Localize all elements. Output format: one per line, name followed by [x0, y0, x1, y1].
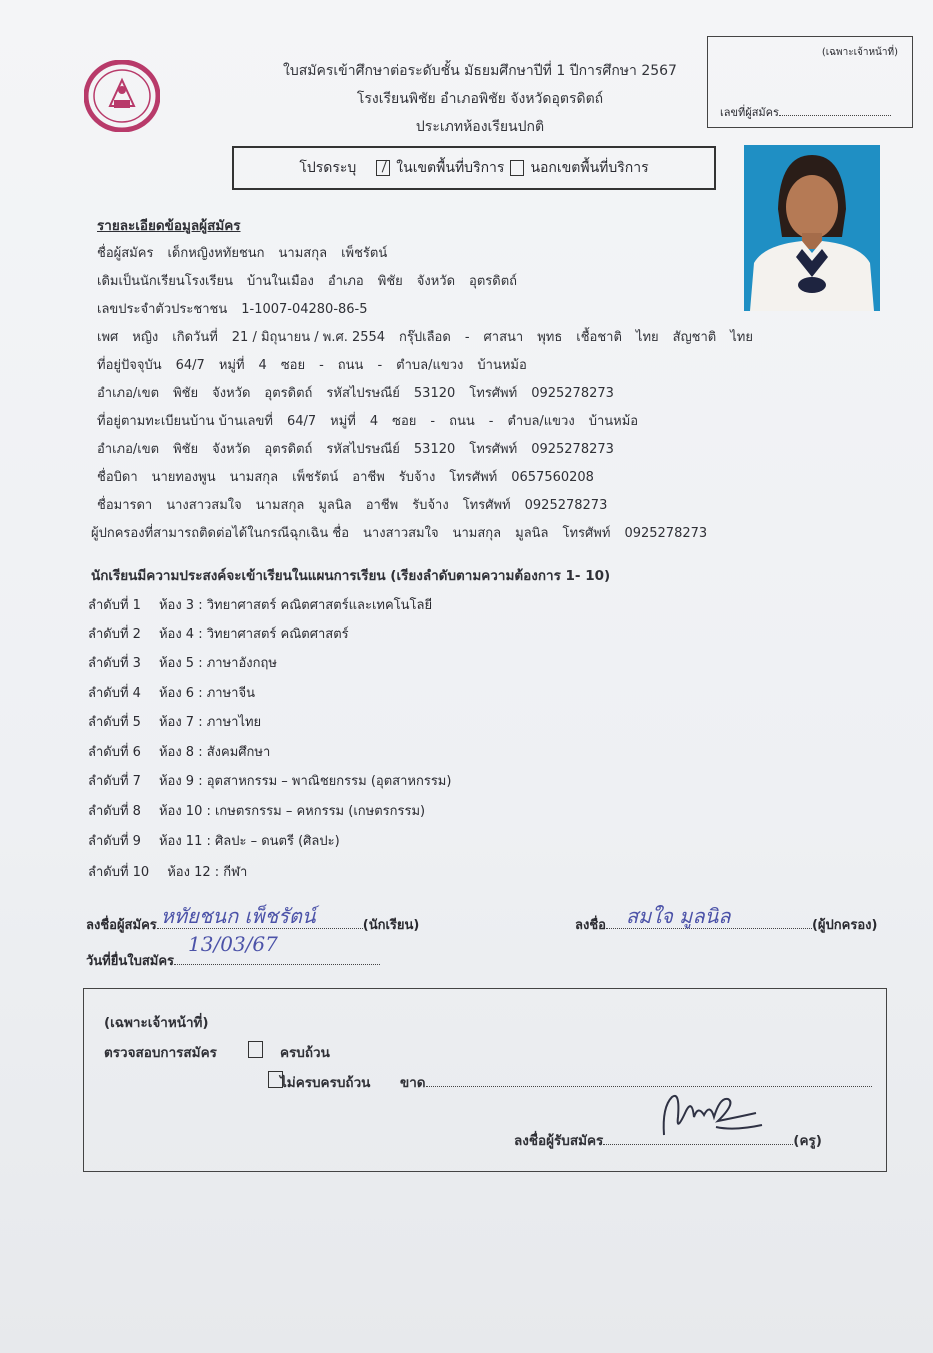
guardian-label: ผู้ปกครองที่สามารถติดต่อได้ในกรณีฉุกเฉิน ชื่อ	[91, 526, 350, 541]
cur-tambon-label: ตำบล/แขวง	[396, 358, 464, 373]
applicant-number-label: เลขที่ผู้สมัคร	[720, 106, 779, 119]
choice-item	[88, 800, 425, 821]
choice-item	[88, 741, 270, 762]
choice-rank: ลำดับที่ 6	[88, 745, 141, 760]
reg-moo-value: 4	[369, 414, 379, 429]
choice-rank: ลำดับที่ 2	[88, 627, 141, 642]
prev-province-label: จังหวัด	[416, 274, 456, 289]
prev-province-value: อุตรดิตถ์	[469, 274, 518, 289]
cur-district-label: อำเภอ/เขต	[97, 386, 160, 401]
surname-value: เพ็ชรัตน์	[341, 246, 388, 261]
row-prev-school	[97, 270, 517, 291]
father-surname: เพ็ชรัตน์	[292, 470, 339, 485]
religion-value: พุทธ	[537, 330, 563, 345]
receiver-signature-mark	[658, 1087, 768, 1141]
religion-label: ศาสนา	[483, 330, 524, 345]
reg-province-label: จังหวัด	[212, 442, 251, 457]
reg-addr-no: 64/7	[286, 414, 317, 429]
complete-label: ครบถ้วน	[280, 1045, 330, 1061]
choice-item	[88, 770, 451, 791]
reg-tambon-value: บ้านหม้อ	[588, 414, 639, 429]
choice-room: ห้อง 7 : ภาษาไทย	[158, 715, 262, 730]
choice-room: ห้อง 8 : สังคมศึกษา	[158, 745, 271, 760]
complete-checkbox[interactable]	[248, 1041, 263, 1058]
choice-item	[88, 623, 349, 644]
race-value: ไทย	[635, 330, 659, 345]
reg-district-value: พิชัย	[173, 442, 199, 457]
reg-addr-label: ที่อยู่ตามทะเบียนบ้าน บ้านเลขที่	[97, 414, 273, 429]
choice-item	[88, 861, 247, 882]
guardian-phone-label: โทรศัพท์	[562, 526, 611, 541]
name-label: ชื่อผู้สมัคร	[97, 246, 154, 261]
cur-addr-label: ที่อยู่ปัจจุบัน	[97, 358, 162, 373]
missing-field	[400, 1071, 872, 1093]
choice-rank: ลำดับที่ 4	[88, 686, 141, 701]
cur-soi-value: -	[319, 358, 324, 373]
father-surname-label: นามสกุล	[229, 470, 279, 485]
cur-road-label: ถนน	[337, 358, 364, 373]
choice-room: ห้อง 11 : ศิลปะ – ดนตรี (ศิลปะ)	[158, 834, 340, 849]
applicant-signature: หทัยชนก เพ็ชรัตน์	[160, 904, 316, 928]
mother-job: รับจ้าง	[412, 498, 449, 513]
mother-phone: 0925278273	[524, 498, 608, 513]
receiver-suffix: (ครู)	[793, 1133, 822, 1149]
choice-item	[88, 830, 340, 851]
row-name	[97, 242, 387, 263]
row-father	[97, 466, 594, 487]
guardian-phone: 0925278273	[624, 526, 708, 541]
surname-label: นามสกุล	[278, 246, 328, 261]
blood-value: -	[464, 330, 470, 345]
class-type: ประเภทห้องเรียนปกติ	[415, 119, 545, 135]
zone-selector	[232, 146, 716, 190]
cur-phone-value: 0925278273	[531, 386, 614, 401]
cur-tambon-value: บ้านหม้อ	[477, 358, 527, 373]
reg-soi-value: -	[430, 414, 436, 429]
guardian-value: นางสาวสมใจ	[363, 526, 439, 541]
reg-province-value: อุตรดิตถ์	[264, 442, 313, 457]
prev-amphoe-label: อำเภอ	[327, 274, 364, 289]
incomplete-label: ไม่ครบครบถ้วน	[280, 1075, 371, 1091]
student-photo	[744, 145, 880, 311]
cur-moo-value: 4	[258, 358, 267, 373]
prev-amphoe-value: พิชัย	[377, 274, 403, 289]
choice-room: ห้อง 5 : ภาษาอังกฤษ	[158, 656, 277, 671]
blood-label: กรุ๊ปเลือด	[399, 330, 451, 345]
row-guardian	[91, 522, 707, 543]
school-seal-icon	[84, 60, 160, 132]
school-name: โรงเรียนพิชัย อำเภอพิชัย จังหวัดอุตรดิตถ์	[356, 91, 604, 107]
prev-school-label: เดิมเป็นนักเรียนโรงเรียน	[97, 274, 233, 289]
mother-surname: มูลนิล	[318, 498, 352, 513]
zone-prompt: โปรดระบุ	[299, 160, 357, 176]
cur-postal-value: 53120	[413, 386, 456, 401]
choice-room: ห้อง 12 : กีฬา	[167, 865, 248, 880]
applicant-section-title: รายละเอียดข้อมูลผู้สมัคร	[97, 218, 241, 234]
choice-item	[88, 682, 255, 703]
date-row	[86, 932, 380, 971]
date-handwritten: 13/03/67	[188, 932, 278, 956]
official-title: (เฉพาะเจ้าหน้าที่)	[104, 1015, 209, 1031]
cur-phone-label: โทรศัพท์	[469, 386, 518, 401]
mother-label: ชื่อมารดา	[97, 498, 153, 513]
choice-room: ห้อง 3 : วิทยาศาสตร์ คณิตศาสตร์และเทคโนโลยี	[158, 598, 433, 613]
applicant-signature-label: ลงชื่อผู้สมัคร	[86, 918, 157, 933]
zone-in-label: ในเขตพื้นที่บริการ	[396, 160, 505, 176]
father-value: นายทองพูน	[151, 470, 216, 485]
reg-road-label: ถนน	[449, 414, 475, 429]
dob-value: 21 / มิถุนายน / พ.ศ. 2554	[231, 330, 386, 345]
guardian-surname: มูลนิล	[515, 526, 549, 541]
name-value: เด็กหญิงหทัยชนก	[167, 246, 265, 261]
guardian-signature-label: ลงชื่อ	[575, 918, 606, 933]
receiver-label: ลงชื่อผู้รับสมัคร	[514, 1133, 604, 1149]
id-label: เลขประจำตัวประชาชน	[97, 302, 228, 317]
guardian-signature: สมใจ มูลนิล	[625, 904, 731, 928]
form-title: ใบสมัครเข้าศึกษาต่อระดับชั้น มัธยมศึกษาปีที่ 1 ปีการศึกษา 2567	[283, 63, 677, 79]
father-phone-label: โทรศัพท์	[449, 470, 498, 485]
choice-rank: ลำดับที่ 9	[88, 834, 141, 849]
father-phone: 0657560208	[511, 470, 594, 485]
guardian-signature-suffix: (ผู้ปกครอง)	[811, 918, 878, 933]
applicant-number-field	[720, 103, 891, 121]
official-box	[83, 988, 887, 1172]
zone-in-checkbox[interactable]	[376, 160, 390, 176]
row-current-district	[97, 382, 614, 403]
sex-value: หญิง	[132, 330, 159, 345]
choices-title: นักเรียนมีความประสงค์จะเข้าเรียนในแผนการเรียน (เรียงลำดับตามความต้องการ 1- 10)	[91, 568, 611, 584]
choice-rank: ลำดับที่ 5	[88, 715, 141, 730]
cur-province-label: จังหวัด	[212, 386, 251, 401]
choice-item	[88, 594, 432, 615]
father-label: ชื่อบิดา	[97, 470, 138, 485]
cur-soi-label: ซอย	[280, 358, 306, 373]
reg-phone-value: 0925278273	[531, 442, 614, 457]
reg-moo-label: หมู่ที่	[330, 414, 356, 429]
office-box	[707, 36, 913, 128]
zone-out-label: นอกเขตพื้นที่บริการ	[530, 160, 649, 176]
reg-tambon-label: ตำบล/แขวง	[507, 414, 575, 429]
check-label: ตรวจสอบการสมัคร	[104, 1045, 217, 1061]
cur-postal-label: รหัสไปรษณีย์	[326, 386, 400, 401]
cur-province-value: อุตรดิตถ์	[264, 386, 313, 401]
guardian-signature-row	[575, 904, 878, 935]
mother-surname-label: นามสกุล	[255, 498, 305, 513]
office-tag: (เฉพาะเจ้าหน้าที่)	[821, 47, 898, 58]
race-label: เชื้อชาติ	[576, 330, 622, 345]
reg-postal-label: รหัสไปรษณีย์	[326, 442, 400, 457]
choice-rank: ลำดับที่ 1	[88, 598, 141, 613]
reg-soi-label: ซอย	[392, 414, 417, 429]
prev-school-value: บ้านในเมือง	[246, 274, 314, 289]
id-value: 1-1007-04280-86-5	[241, 302, 368, 317]
choice-rank: ลำดับที่ 3	[88, 656, 141, 671]
choice-item	[88, 652, 277, 673]
zone-out-checkbox[interactable]	[510, 160, 524, 176]
nation-label: สัญชาติ	[672, 330, 717, 345]
row-mother	[97, 494, 607, 515]
choice-rank: ลำดับที่ 7	[88, 774, 141, 789]
cur-road-value: -	[377, 358, 383, 373]
row-registered-address	[97, 410, 638, 431]
reg-road-value: -	[488, 414, 494, 429]
guardian-surname-label: นามสกุล	[452, 526, 502, 541]
row-current-address	[97, 354, 527, 375]
reg-postal-value: 53120	[413, 442, 456, 457]
mother-job-label: อาชีพ	[365, 498, 399, 513]
choice-item	[88, 711, 261, 732]
choice-room: ห้อง 6 : ภาษาจีน	[158, 686, 255, 701]
row-id	[97, 298, 368, 319]
choice-room: ห้อง 9 : อุตสาหกรรม – พาณิชยกรรม (อุตสาหกรรม)	[158, 774, 452, 789]
sex-label: เพศ	[97, 330, 119, 345]
reg-phone-label: โทรศัพท์	[469, 442, 518, 457]
row-personal	[97, 326, 753, 347]
reg-district-label: อำเภอ/เขต	[97, 442, 160, 457]
father-job-label: อาชีพ	[352, 470, 385, 485]
dob-label: เกิดวันที่	[172, 330, 218, 345]
choice-rank: ลำดับที่ 8	[88, 804, 141, 819]
cur-moo-label: หมู่ที่	[218, 358, 245, 373]
choice-room: ห้อง 4 : วิทยาศาสตร์ คณิตศาสตร์	[158, 627, 349, 642]
cur-addr-no: 64/7	[175, 358, 205, 373]
father-job: รับจ้าง	[398, 470, 436, 485]
choice-room: ห้อง 10 : เกษตรกรรม – คหกรรม (เกษตรกรรม)	[158, 804, 426, 819]
missing-label: ขาด	[400, 1075, 426, 1091]
cur-district-value: พิชัย	[173, 386, 199, 401]
date-label: วันที่ยื่นใบสมัคร	[86, 954, 175, 969]
mother-value: นางสาวสมใจ	[166, 498, 242, 513]
row-registered-district	[97, 438, 614, 459]
mother-phone-label: โทรศัพท์	[462, 498, 511, 513]
choice-rank: ลำดับที่ 10	[88, 865, 150, 880]
applicant-signature-suffix: (นักเรียน)	[362, 918, 420, 933]
nation-value: ไทย	[730, 330, 753, 345]
